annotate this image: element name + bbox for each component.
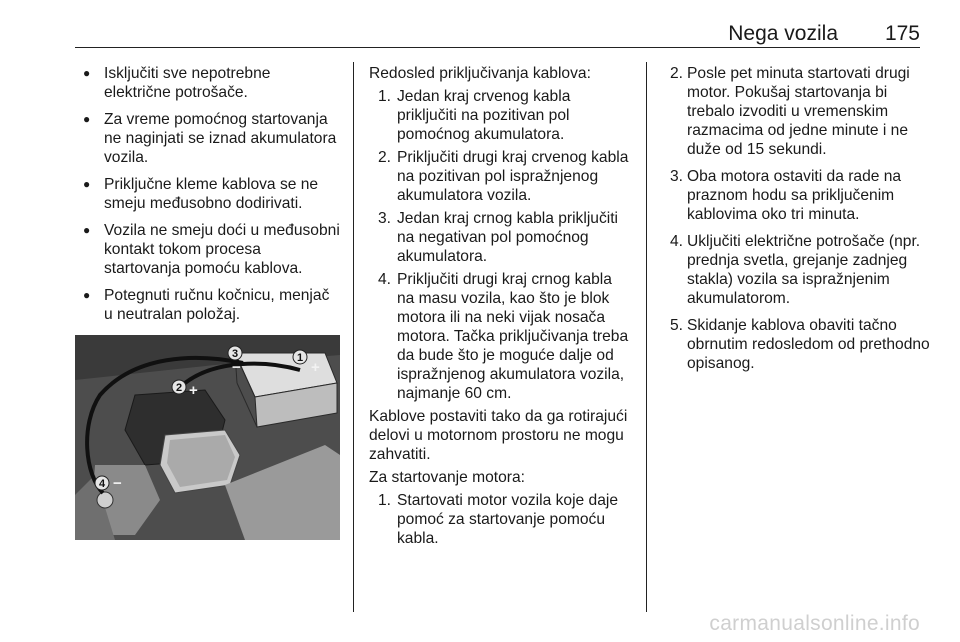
section-intro: Redosled priključivanja kablova: bbox=[369, 65, 591, 82]
plus-sign: + bbox=[189, 382, 198, 399]
list-item-text: Posle pet minuta startovati drugi motor. Pokušaj startovanja bi trebalo izvoditi u vremenskim razmacima od jedne minute i ne duže od 15 sekundi. bbox=[687, 65, 910, 158]
page-section-title: Nega vozila bbox=[728, 22, 838, 45]
column-divider bbox=[646, 62, 647, 612]
engine-bay-drawing bbox=[75, 335, 340, 540]
list-item: 2. Posle pet minuta startovati drugi motor. Pokušaj startovanja bi trebalo izvoditi u vremenskim razmacima od jedne minute i ne duže od 15 sekundi. bbox=[670, 65, 910, 158]
column-3 bbox=[670, 64, 930, 381]
list-item-text: Oba motora ostaviti da rade na praznom hodu sa priključenim kablovima oko tri minuta. bbox=[687, 168, 902, 223]
list-item-text: Jedan kraj crnog kabla priključiti na negativan pol pomoćnog akumulatora. bbox=[397, 210, 619, 265]
subheading: Za startovanje motora: bbox=[369, 469, 526, 486]
list-item-text: Uključiti električne potrošače (npr. prednja svetla, grejanje zadnjeg stakla) vozila sa ispražnjenim akumulatorom. bbox=[687, 233, 921, 307]
figure-label: 3 bbox=[231, 348, 239, 360]
bullet-item: ● Priključne kleme kablova se ne smeju međusobno dodirivati. bbox=[78, 175, 340, 213]
header-rule bbox=[75, 47, 920, 48]
list-item: 4. Priključiti drugi kraj crnog kabla na masu vozila, kao što je blok motora ili na neki vijak nosača motora. Tačka priključivanja treba da bude što je moguće dalje od ispražnjenog akumulatora vozila, najmanje 60 cm. bbox=[378, 271, 629, 402]
bullet-item: ● Isključiti sve nepotrebne električne potrošače. bbox=[78, 64, 340, 102]
list-item: 3. Jedan kraj crnog kabla priključiti na negativan pol pomoćnog akumulatora. bbox=[378, 210, 619, 265]
list-item: 1. Startovati motor vozila koje daje pomoć za startovanje pomoću kabla. bbox=[378, 492, 619, 547]
list-item: 3. Oba motora ostaviti da rade na praznom hodu sa priključenim kablovima oko tri minuta. bbox=[670, 168, 902, 223]
list-item: 4. Uključiti električne potrošače (npr. prednja svetla, grejanje zadnjeg stakla) vozila sa ispražnjenim akumulatorom. bbox=[670, 233, 921, 307]
column-1 bbox=[78, 64, 340, 332]
figure-label: 2 bbox=[175, 382, 183, 394]
figure-label: 4 bbox=[98, 478, 106, 490]
paragraph: Kablove postaviti tako da ga rotirajući delovi u motornom prostoru ne mogu zahvatiti. bbox=[369, 408, 628, 463]
jump-start-illustration bbox=[75, 335, 340, 540]
figure-label: 1 bbox=[296, 352, 304, 364]
list-item: 5. Skidanje kablova obaviti tačno obrnutim redosledom od prethodno opisanog. bbox=[670, 317, 930, 372]
list-item-text: Startovati motor vozila koje daje pomoć za startovanje pomoću kabla. bbox=[397, 492, 619, 547]
list-item: 2. Priključiti drugi kraj crvenog kabla na pozitivan pol ispražnjenog akumulatora vozila. bbox=[378, 149, 629, 204]
bullet-item: ● Za vreme pomoćnog startovanja ne naginjati se iznad akumulatora vozila. bbox=[78, 110, 340, 167]
list-item-text: Priključiti drugi kraj crvenog kabla na pozitivan pol ispražnjenog akumulatora vozila. bbox=[397, 149, 629, 204]
list-item: 1. Jedan kraj crvenog kabla priključiti na pozitivan pol pomoćnog akumulatora. bbox=[378, 88, 571, 143]
bullet-item: ● Vozila ne smeju doći u međusobni kontakt tokom procesa startovanja pomoću kablova. bbox=[78, 221, 340, 278]
watermark: carmanualsonline.info bbox=[709, 612, 920, 635]
list-item-text: Skidanje kablova obaviti tačno obrnutim redosledom od prethodno opisanog. bbox=[687, 317, 930, 372]
plus-sign: + bbox=[311, 359, 320, 376]
minus-sign: − bbox=[232, 359, 241, 376]
page-number: 175 bbox=[884, 22, 920, 45]
list-item-text: Priključiti drugi kraj crnog kabla na masu vozila, kao što je blok motora ili na neki vijak nosača motora. Tačka priključivanja treba da bude što je moguće dalje od ispražnjenog akumulatora vozila, najmanje 60 cm. bbox=[397, 271, 629, 402]
bullet-item: ● Potegnuti ručnu kočnicu, menjač u neutralan položaj. bbox=[78, 286, 340, 324]
minus-sign: − bbox=[113, 475, 122, 492]
list-item-text: Jedan kraj crvenog kabla priključiti na pozitivan pol pomoćnog akumulatora. bbox=[397, 88, 571, 143]
column-2 bbox=[369, 64, 633, 552]
column-divider bbox=[353, 62, 354, 612]
